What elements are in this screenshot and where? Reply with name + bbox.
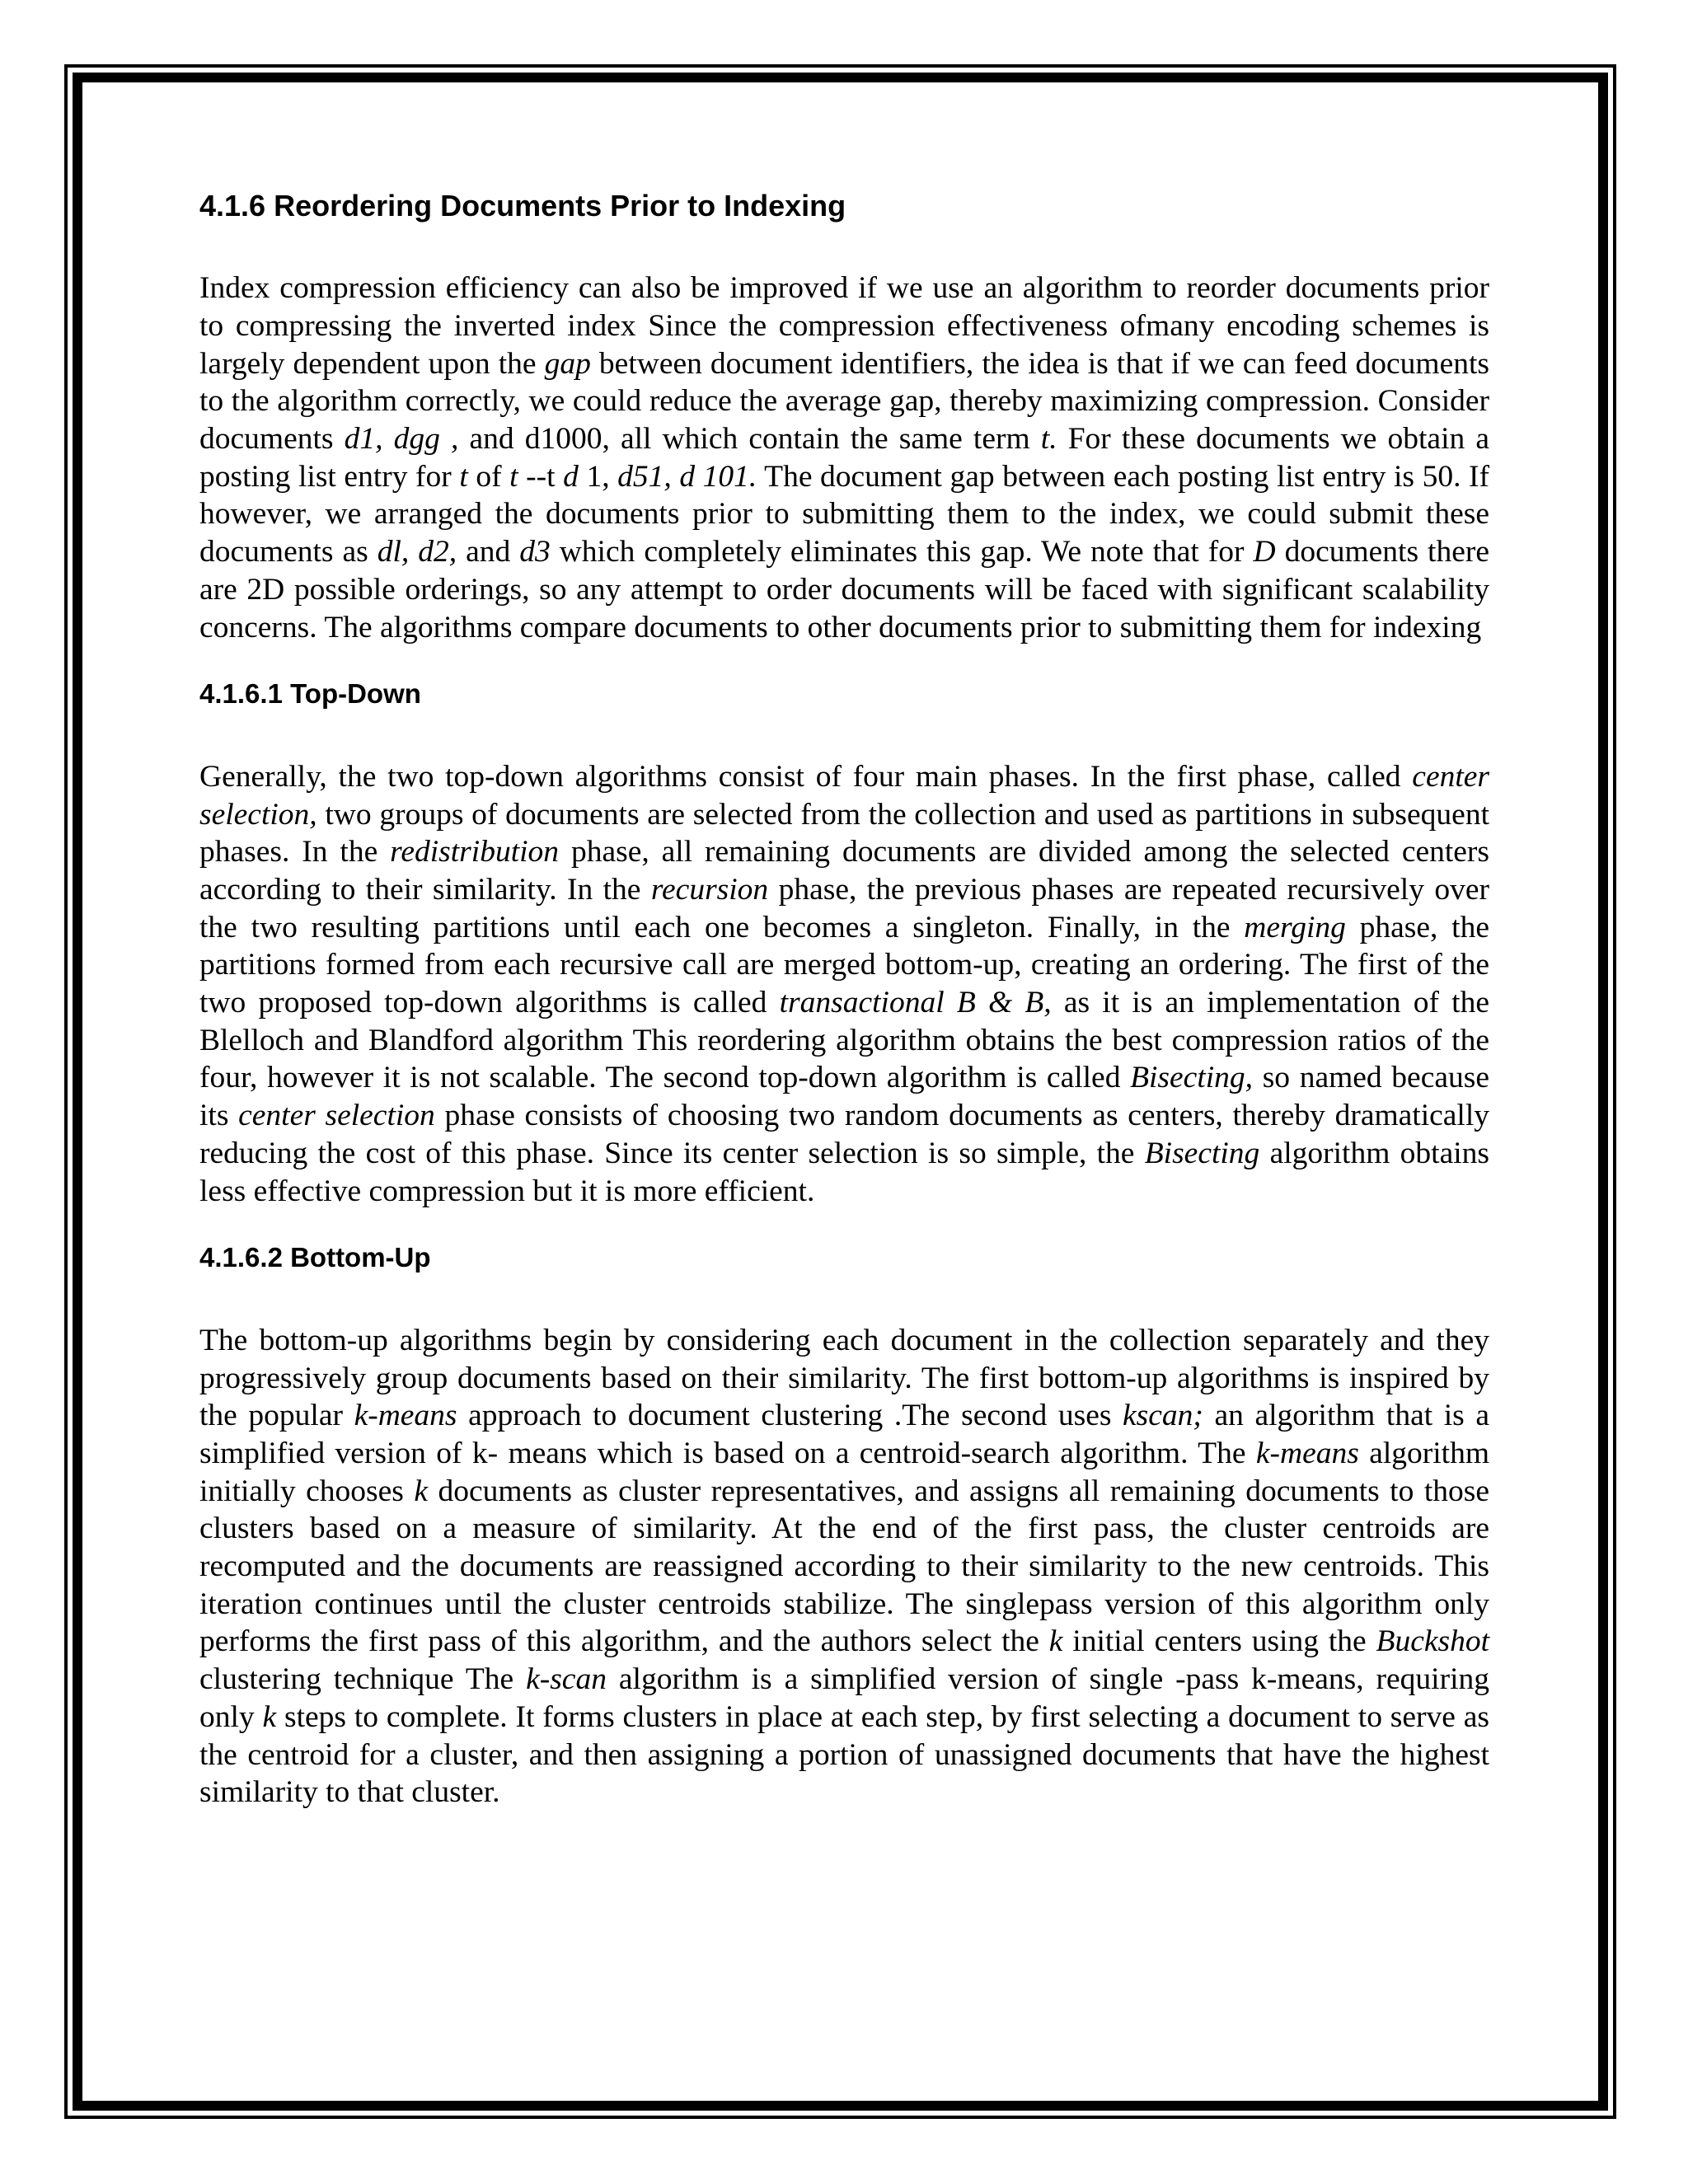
text-run: as it is an implementation of the Blelloch and Blandford algorithm This reordering algorithm obtains the best compression ratios of the four, however it is not scalable. The second top-down algorithm is called — [199, 986, 1489, 1095]
italic-term: k-scan — [526, 1662, 607, 1697]
text-run: which completely eliminates this gap. We note that for — [550, 535, 1254, 569]
text-run: 1, — [578, 459, 618, 494]
italic-term: gap — [544, 346, 591, 381]
italic-term: dl, d2, — [377, 535, 457, 569]
document-body — [199, 188, 1489, 1843]
italic-term: Bisecting — [1144, 1136, 1260, 1170]
italic-term: center selection — [238, 1099, 435, 1133]
text-run: an algorithm that is a simplified version of k- means which is based on a centroid-search algorithm. The — [199, 1399, 1489, 1470]
italic-term: d51, d 101. — [617, 459, 757, 494]
text-run: Index compression efficiency can also be improved if we use an algorithm to reorder documents prior to compressing the inverted index Since the compression effectiveness ofmany encoding schemes is largely dependent upon the — [199, 271, 1489, 381]
italic-term: d — [563, 459, 579, 494]
text-run: so named because its — [199, 1061, 1489, 1133]
text-run: --t — [518, 459, 564, 494]
text-run: For these documents we obtain a posting list entry for — [199, 422, 1490, 494]
text-run: and d1000, all which contain the same term — [458, 422, 1041, 456]
text-run: between document identifiers, the idea is that if we can feed documents to the algorithm correctly, we could reduce the average gap, thereby maximizing compression. Consider documents — [199, 346, 1489, 456]
text-run: algorithm initially chooses — [199, 1436, 1490, 1508]
text-run: and — [457, 535, 520, 569]
text-run: of — [467, 459, 510, 494]
text-run: initial centers using the — [1062, 1624, 1376, 1659]
text-run: steps to complete. It forms clusters in place at each step, by first selecting a document to serve as the centroid for a cluster, and then assigning a portion of unassigned documents that have the highest similarity to that cluster. — [199, 1699, 1490, 1810]
italic-term: transactional B & B, — [779, 986, 1052, 1020]
text-run: phase, the partitions formed from each recursive call are merged bottom-up, creating an ordering. The first of the two proposed top-down algorithms is called — [199, 910, 1489, 1020]
text-run: documents there are 2D possible orderings, so any attempt to order documents will be faced with significant scalability concerns. The algorithms compare documents to other documents prior to submitting them for indexing — [199, 535, 1489, 644]
text-run: phase consists of choosing two random documents as centers, thereby dramatically reducing the cost of this phase. Since its center selection is so simple, the — [199, 1099, 1490, 1170]
italic-term: center selection, — [199, 759, 1489, 832]
italic-term: k-means — [1255, 1436, 1359, 1470]
italic-term: Bisecting, — [1130, 1061, 1254, 1095]
text-run: two groups of documents are selected from the collection and used as partitions in subsequent phases. In the — [199, 797, 1489, 869]
italic-term: Buckshot — [1376, 1624, 1489, 1659]
italic-term: redistribution — [390, 835, 560, 869]
intro-paragraph — [199, 269, 1489, 646]
text-run: algorithm obtains less effective compression but it is more efficient. — [199, 1136, 1489, 1208]
italic-term: t — [459, 459, 468, 494]
italic-term: t — [509, 459, 518, 494]
italic-term: k-means — [354, 1399, 457, 1433]
italic-term: merging — [1244, 910, 1346, 944]
italic-term: k — [1048, 1624, 1063, 1659]
text-run: documents as cluster representatives, and assigns all remaining documents to those clusters based on a measure of similarity. At the end of the first pass, the cluster centroids are recomputed and the documents are reassigned according to their similarity to the new centroids. This iteration continues until the cluster centroids stabilize. The singlepass version of this algorithm only performs the first pass of this algorithm, and the authors select the — [199, 1474, 1489, 1659]
text-run: The bottom-up algorithms begin by considering each document in the collection separately and they progressively group documents based on their similarity. The first bottom-up algorithms is inspired by the popular — [199, 1323, 1489, 1433]
italic-term: k — [262, 1699, 277, 1734]
text-run: algorithm is a simplified version of single -pass k-means, requiring only — [199, 1662, 1489, 1734]
top-down-heading: 4.1.6.1 Top-Down — [199, 678, 421, 710]
italic-term: kscan; — [1123, 1399, 1203, 1433]
text-run: Generally, the two top-down algorithms consist of four main phases. In the first phase, called — [199, 759, 1413, 794]
italic-term: k — [414, 1474, 428, 1508]
text-run: approach to document clustering .The second uses — [457, 1399, 1123, 1433]
italic-term: D — [1253, 535, 1276, 569]
text-run: clustering technique The — [199, 1662, 527, 1697]
italic-term: recursion — [650, 872, 769, 907]
top-down-paragraph — [199, 758, 1489, 1210]
bottom-up-heading: 4.1.6.2 Bottom-Up — [199, 1242, 431, 1273]
text-run: phase, all remaining documents are divided among the selected centers according to their similarity. In the — [199, 835, 1489, 907]
italic-term: t. — [1040, 422, 1057, 456]
text-run: phase, the previous phases are repeated recursively over the two resulting partitions until each one becomes a singleton. Finally, in the — [199, 872, 1490, 944]
bottom-up-paragraph — [199, 1322, 1489, 1811]
italic-term: d1, dgg , — [344, 422, 459, 456]
text-run: The document gap between each posting list entry is 50. If however, we arranged the documents prior to submitting them to the index, we could submit these documents as — [199, 459, 1489, 569]
italic-term: d3 — [519, 535, 551, 569]
section-heading: 4.1.6 Reordering Documents Prior to Indexing — [199, 189, 846, 223]
